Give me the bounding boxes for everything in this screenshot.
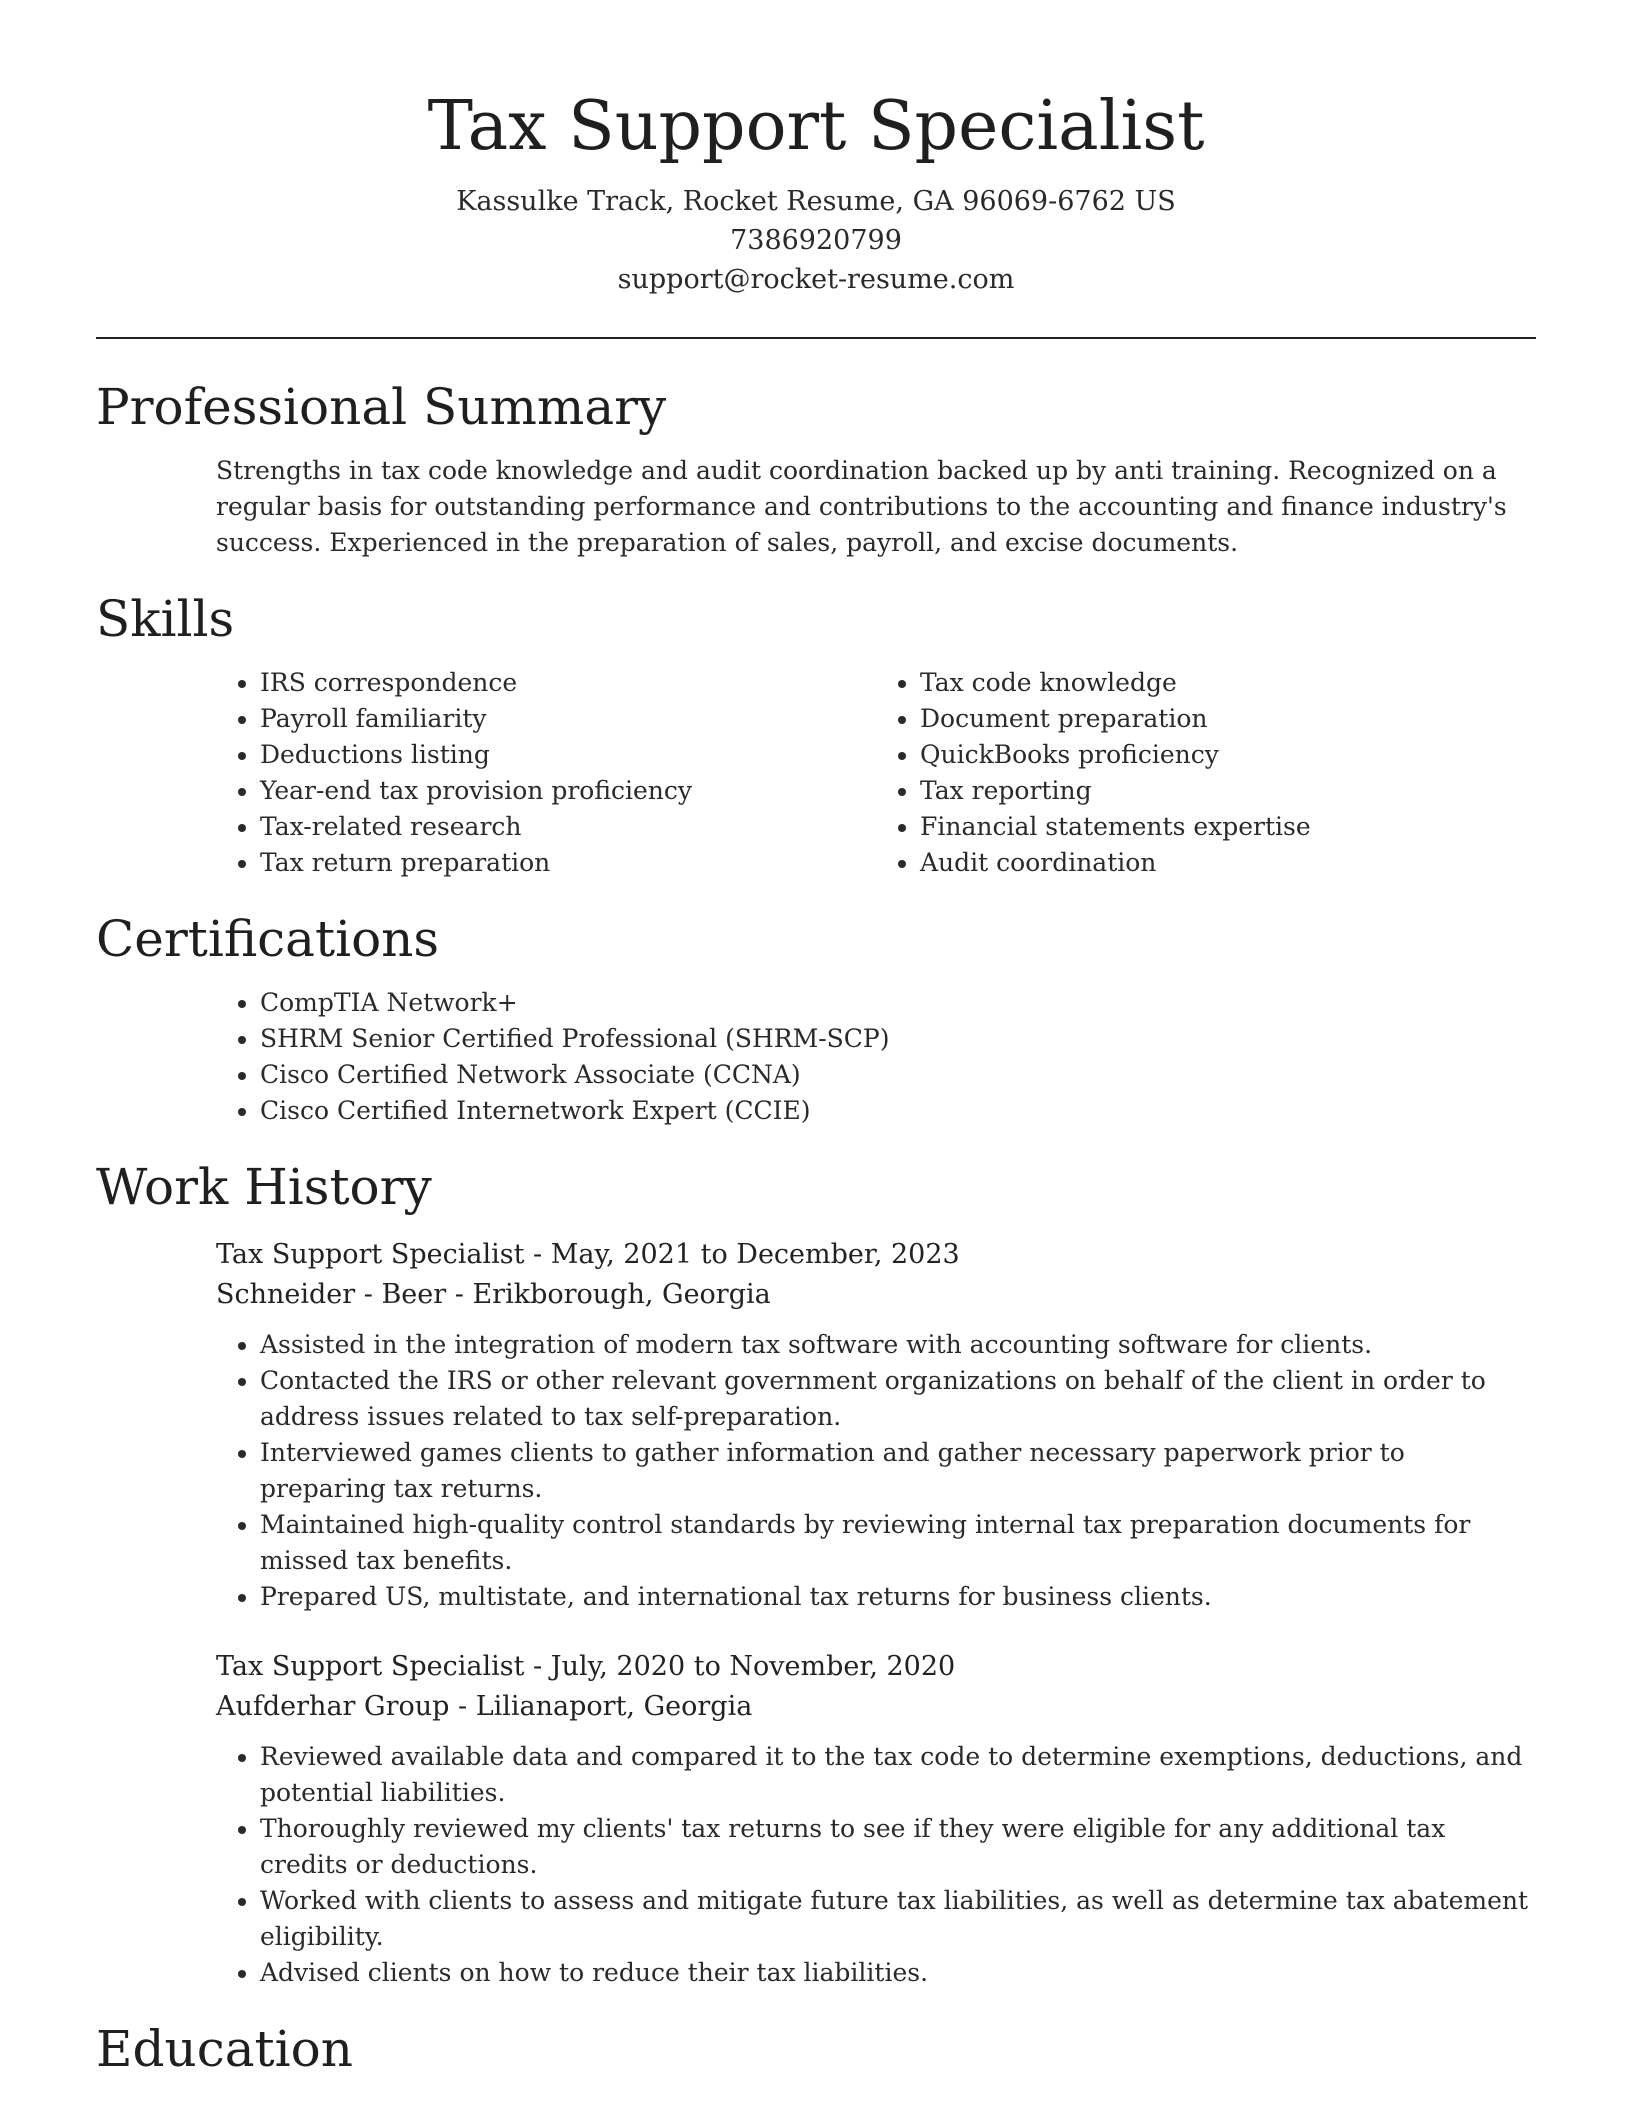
skill-item: • Tax return preparation (260, 845, 876, 881)
work-history-title: Work History (96, 1158, 432, 1216)
resume-page (96, 0, 1536, 2112)
certifications-section (96, 907, 1536, 1129)
work-history-section (96, 1155, 1536, 1991)
job-bullet: • Thoroughly reviewed my clients' tax returns to see if they were eligible for any additional tax credits or deductions. (260, 1811, 1536, 1883)
job-bullet: • Advised clients on how to reduce their tax liabilities. (260, 1955, 1536, 1991)
job-entry (216, 1647, 1536, 1991)
job-entry (216, 1235, 1536, 1615)
resume-header (96, 0, 1536, 299)
contact-address: Kassulke Track, Rocket Resume, GA 96069-6762 US (456, 186, 1176, 217)
job-title-line: Tax Support Specialist - May, 2021 to December, 2023 (216, 1239, 960, 1270)
job-bullet: • Assisted in the integration of modern tax software with accounting software for clients. (260, 1327, 1536, 1363)
job-bullet: • Reviewed available data and compared it to the tax code to determine exemptions, deductions, and potential liabilities. (260, 1739, 1536, 1811)
skill-item: • QuickBooks proficiency (920, 737, 1536, 773)
skills-column-right (876, 665, 1536, 881)
certifications-title: Certifications (96, 910, 440, 968)
skill-item: • Document preparation (920, 701, 1536, 737)
education-section (96, 2017, 1536, 2081)
education-title: Education (96, 2020, 353, 2078)
candidate-name: Tax Support Specialist (427, 87, 1205, 166)
skill-item: • IRS correspondence (260, 665, 876, 701)
job-bullet: • Contacted the IRS or other relevant government organizations on behalf of the client in order to address issues related to tax self-preparation. (260, 1363, 1536, 1435)
skills-grid (216, 665, 1536, 881)
skill-item: • Audit coordination (920, 845, 1536, 881)
job-bullets (216, 1739, 1536, 1991)
skill-item: • Tax code knowledge (920, 665, 1536, 701)
skills-title: Skills (96, 590, 235, 648)
job-bullet: • Worked with clients to assess and mitigate future tax liabilities, as well as determine tax abatement eligibility. (260, 1883, 1536, 1955)
summary-text: Strengths in tax code knowledge and audit coordination backed up by anti training. Recognized on a regular basis for outstanding performance and contributions to the accounting and finance industry's success. Experienced in the preparation of sales, payroll, and excise documents. (216, 456, 1507, 557)
certification-item: • CompTIA Network+ (260, 985, 1536, 1021)
skills-section (96, 587, 1536, 881)
certifications-list (216, 985, 1536, 1129)
summary-title: Professional Summary (96, 378, 667, 436)
job-bullet: • Interviewed games clients to gather information and gather necessary paperwork prior to preparing tax returns. (260, 1435, 1536, 1507)
job-title-line: Tax Support Specialist - July, 2020 to November, 2020 (216, 1651, 956, 1682)
certification-item: • SHRM Senior Certified Professional (SHRM-SCP) (260, 1021, 1536, 1057)
job-bullets (216, 1327, 1536, 1615)
certification-item: • Cisco Certified Network Associate (CCNA) (260, 1057, 1536, 1093)
header-divider (96, 337, 1536, 339)
skill-item: • Tax-related research (260, 809, 876, 845)
job-bullet: • Maintained high-quality control standards by reviewing internal tax preparation documents for missed tax benefits. (260, 1507, 1536, 1579)
job-bullet: • Prepared US, multistate, and international tax returns for business clients. (260, 1579, 1536, 1615)
contact-phone: 7386920799 (730, 225, 902, 256)
job-company-line: Schneider - Beer - Erikborough, Georgia (216, 1279, 771, 1310)
job-company-line: Aufderhar Group - Lilianaport, Georgia (216, 1691, 753, 1722)
skill-item: • Deductions listing (260, 737, 876, 773)
skill-item: • Tax reporting (920, 773, 1536, 809)
skill-item: • Financial statements expertise (920, 809, 1536, 845)
summary-section (96, 375, 1536, 561)
skills-column-left (216, 665, 876, 881)
certification-item: • Cisco Certified Internetwork Expert (CCIE) (260, 1093, 1536, 1129)
skill-item: • Year-end tax provision proficiency (260, 773, 876, 809)
contact-email: support@rocket-resume.com (617, 264, 1015, 295)
skill-item: • Payroll familiarity (260, 701, 876, 737)
